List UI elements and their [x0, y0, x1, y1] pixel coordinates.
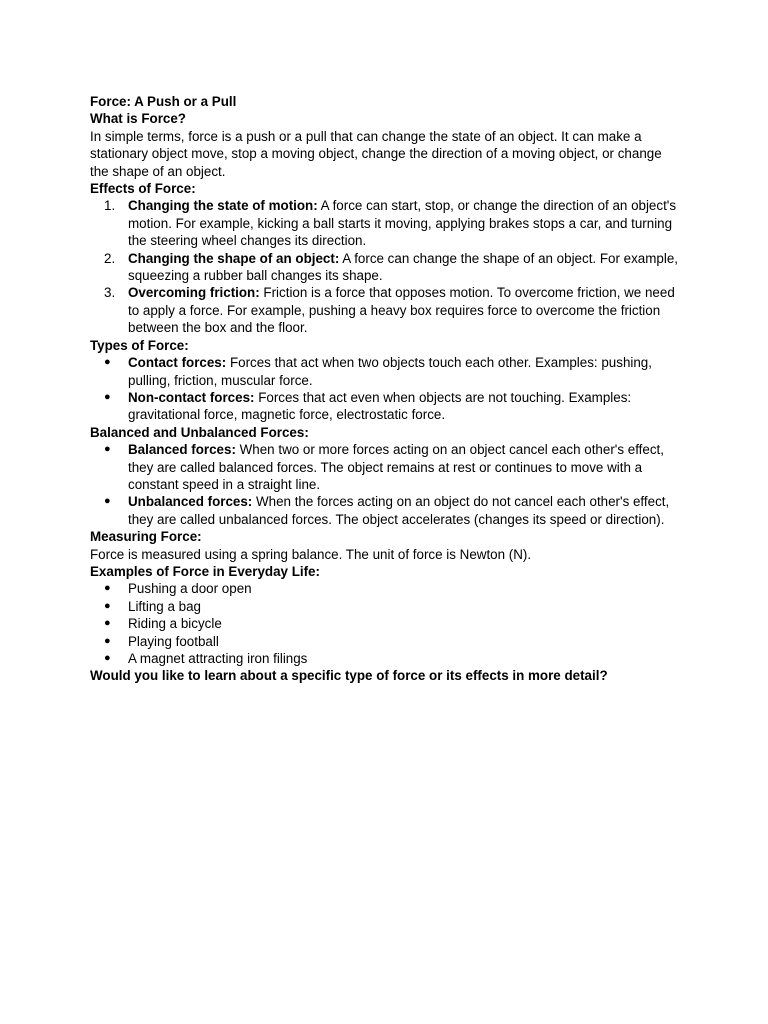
example-text: Riding a bicycle — [128, 616, 222, 632]
effect-text: A force can change the shape of an object. For example, squeezing a rubber ball changes its shape. — [128, 250, 678, 284]
measuring-heading: Measuring Force: — [90, 529, 202, 545]
document-body — [90, 93, 680, 685]
balanced-heading: Balanced and Unbalanced Forces: — [90, 424, 309, 440]
example-text: Lifting a bag — [128, 598, 201, 614]
example-text: Pushing a door open — [128, 581, 252, 597]
type-text: Forces that act when two objects touch each other. Examples: pushing, pulling, friction, muscular force. — [128, 355, 652, 388]
effect-term: Changing the shape of an object: — [128, 250, 340, 266]
balanced-item — [90, 493, 680, 528]
bullet-icon: ● — [104, 443, 111, 456]
balanced-list — [90, 441, 680, 528]
bullet-icon: ● — [104, 390, 111, 403]
bullet-icon: ● — [104, 634, 111, 647]
document-title: Force: A Push or a Pull — [90, 94, 237, 109]
effects-item — [90, 284, 680, 336]
balanced-text: When two or more forces acting on an object cancel each other's effect, they are called balanced forces. The object remains at rest or continues to move with a constant speed in a straight line. — [128, 442, 664, 492]
type-term: Non-contact forces: — [128, 389, 255, 405]
balanced-item — [90, 441, 680, 493]
effect-term: Overcoming friction: — [128, 285, 260, 301]
list-number: 1. — [104, 198, 116, 214]
what-is-force-heading: What is Force? — [90, 111, 186, 127]
example-item — [90, 650, 680, 667]
example-text: A magnet attracting iron filings — [128, 651, 308, 666]
example-item — [90, 615, 680, 632]
bullet-icon: ● — [104, 652, 111, 664]
bullet-icon: ● — [104, 599, 111, 612]
bullet-icon: ● — [104, 356, 111, 369]
list-number: 3. — [104, 285, 116, 301]
types-item — [90, 389, 680, 424]
closing-question: Would you like to learn about a specific type of force or its effects in more detail? — [90, 668, 608, 684]
bullet-icon: ● — [104, 582, 111, 595]
example-item — [90, 598, 680, 615]
examples-heading: Examples of Force in Everyday Life: — [90, 563, 320, 579]
types-item — [90, 354, 680, 389]
effects-item — [90, 197, 680, 249]
examples-list — [90, 580, 680, 667]
effects-heading: Effects of Force: — [90, 181, 196, 197]
list-number: 2. — [104, 250, 116, 266]
balanced-term: Balanced forces: — [128, 442, 236, 458]
effects-item — [90, 250, 680, 285]
balanced-text: When the forces acting on an object do not cancel each other's effect, they are called unbalanced forces. The object accelerates (changes its speed or direction). — [128, 494, 670, 527]
what-is-force-text: In simple terms, force is a push or a pull that can change the state of an object. It can make a stationary object move, stop a moving object, change the direction of a moving object, or change the shape of an object. — [90, 128, 662, 179]
effect-text: Friction is a force that opposes motion. To overcome friction, we need to apply a force. For example, pushing a heavy box requires force to overcome the friction between the box and the floor. — [128, 285, 675, 336]
example-item — [90, 633, 680, 650]
types-heading: Types of Force: — [90, 337, 189, 353]
bullet-icon: ● — [104, 495, 111, 508]
type-text: Forces that act even when objects are not touching. Examples: gravitational force, magnetic force, electrostatic force. — [128, 389, 632, 423]
bullet-icon: ● — [104, 617, 111, 630]
example-text: Playing football — [128, 633, 219, 649]
effects-list — [90, 197, 680, 336]
measuring-text: Force is measured using a spring balance. The unit of force is Newton (N). — [90, 546, 532, 562]
effect-term: Changing the state of motion: — [128, 198, 318, 214]
type-term: Contact forces: — [128, 355, 227, 371]
effect-text: A force can start, stop, or change the direction of an object's motion. For example, kicking a ball starts it moving, applying brakes stops a car, and turning the steering wheel changes its direction. — [128, 198, 677, 249]
types-list — [90, 354, 680, 424]
balanced-term: Unbalanced forces: — [128, 494, 253, 510]
example-item — [90, 580, 680, 597]
